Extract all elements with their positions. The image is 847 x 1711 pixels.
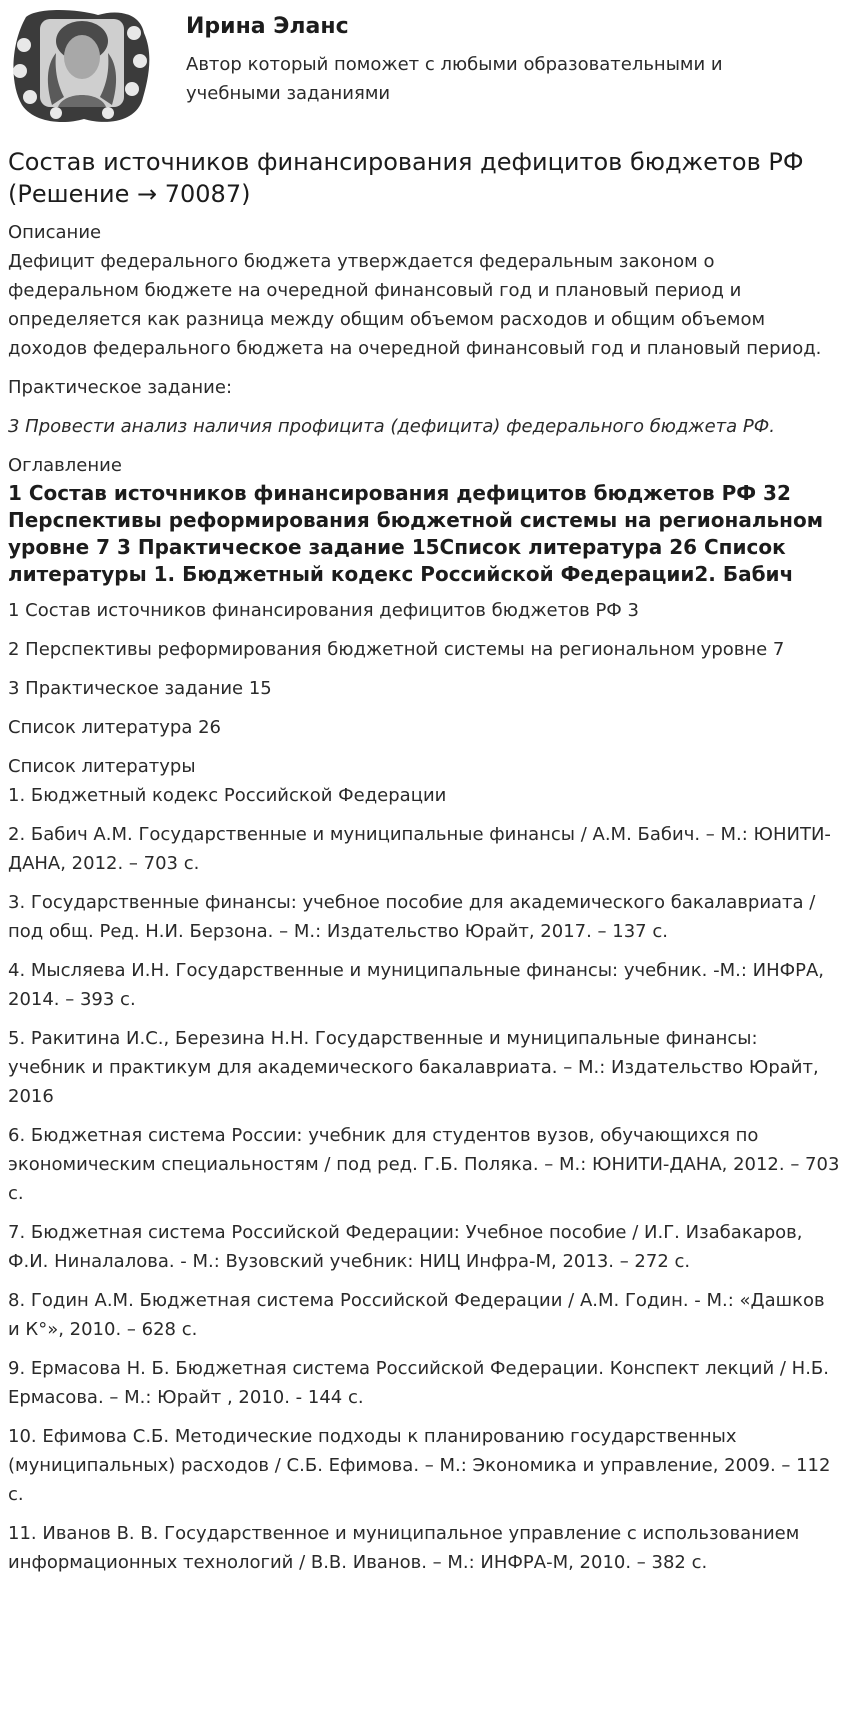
literature-label: Список литературы xyxy=(8,756,196,777)
reference-item: 9. Ермасова Н. Б. Бюджетная система Российской Федерации. Конспект лекций / Н.Б. Ермасова. – М.: Юрайт , 2010. - 144 с. xyxy=(8,1358,830,1408)
author-bio: Автор который поможет с любыми образовательными и учебными заданиями xyxy=(186,54,723,104)
toc-item: Список литература 26 xyxy=(8,717,221,738)
reference-item: 8. Годин А.М. Бюджетная система Российской Федерации / А.М. Годин. - М.: «Дашков и К°», 2010. – 628 с. xyxy=(8,1290,825,1340)
author-card xyxy=(8,5,838,127)
reference-item: 6. Бюджетная система России: учебник для студентов вузов, обучающихся по экономическим специальностям / под ред. Г.Б. Поляка. – М.: ЮНИТИ-ДАНА, 2012. – 703 с. xyxy=(8,1125,840,1204)
toc-summary: 1 Состав источников финансирования дефицитов бюджетов РФ 32 Перспективы реформирования бюджетной системы на региональном уровне 7 3 Практическое задание 15Список литература 26 Список литературы 1. Бюджетный кодекс Российской Федерации2. Бабич xyxy=(8,481,824,586)
description-text: Дефицит федерального бюджета утверждается федеральным законом о федеральном бюджете на очередной финансовый год и плановый период и определяется как разница между общим объемом расходов и общим объемом доходов федерального бюджета на очередной финансовый год и плановый период. xyxy=(8,251,822,359)
avatar-frame-image xyxy=(8,5,154,127)
reference-item: 11. Иванов В. В. Государственное и муниципальное управление с использованием информационных технологий / В.В. Иванов. – М.: ИНФРА-М, 2010. – 382 с. xyxy=(8,1523,800,1573)
reference-item: 10. Ефимова С.Б. Методические подходы к планированию государственных (муниципальных) расходов / С.Б. Ефимова. – М.: Экономика и управление, 2009. – 112 с. xyxy=(8,1426,831,1505)
toc-item: 3 Практическое задание 15 xyxy=(8,678,272,699)
description-label: Описание xyxy=(8,222,102,243)
task-text: 3 Провести анализ наличия профицита (дефицита) федерального бюджета РФ. xyxy=(8,416,775,437)
author-name[interactable]: Ирина Эланс xyxy=(186,14,349,39)
toc-item: 2 Перспективы реформирования бюджетной системы на региональном уровне 7 xyxy=(8,639,785,660)
toc-label: Оглавление xyxy=(8,455,122,476)
reference-item: 1. Бюджетный кодекс Российской Федерации xyxy=(8,785,447,806)
reference-item: 2. Бабич А.М. Государственные и муниципальные финансы / А.М. Бабич. – М.: ЮНИТИ-ДАНА, 2012. – 703 с. xyxy=(8,824,831,874)
reference-item: 5. Ракитина И.С., Березина Н.Н. Государственные и муниципальные финансы: учебник и практикум для академического бакалавриата. – М.: Издательство Юрайт, 2016 xyxy=(8,1028,819,1107)
author-avatar[interactable] xyxy=(8,5,154,127)
toc-item: 1 Состав источников финансирования дефицитов бюджетов РФ 3 xyxy=(8,600,639,621)
document-content xyxy=(8,146,840,1587)
reference-item: 4. Мысляева И.Н. Государственные и муниципальные финансы: учебник. -М.: ИНФРА, 2014. – 393 с. xyxy=(8,960,824,1010)
reference-item: 7. Бюджетная система Российской Федерации: Учебное пособие / И.Г. Изабакаров, Ф.И. Ниналалова. - М.: Вузовский учебник: НИЦ Инфра-М, 2013. – 272 с. xyxy=(8,1222,803,1272)
task-label: Практическое задание: xyxy=(8,377,233,398)
reference-item: 3. Государственные финансы: учебное пособие для академического бакалавриата / под общ. Ред. Н.И. Берзона. – М.: Издательство Юрайт, 2017. – 137 с. xyxy=(8,892,816,942)
page-title: Состав источников финансирования дефицитов бюджетов РФ (Решение → 70087) xyxy=(8,148,804,208)
